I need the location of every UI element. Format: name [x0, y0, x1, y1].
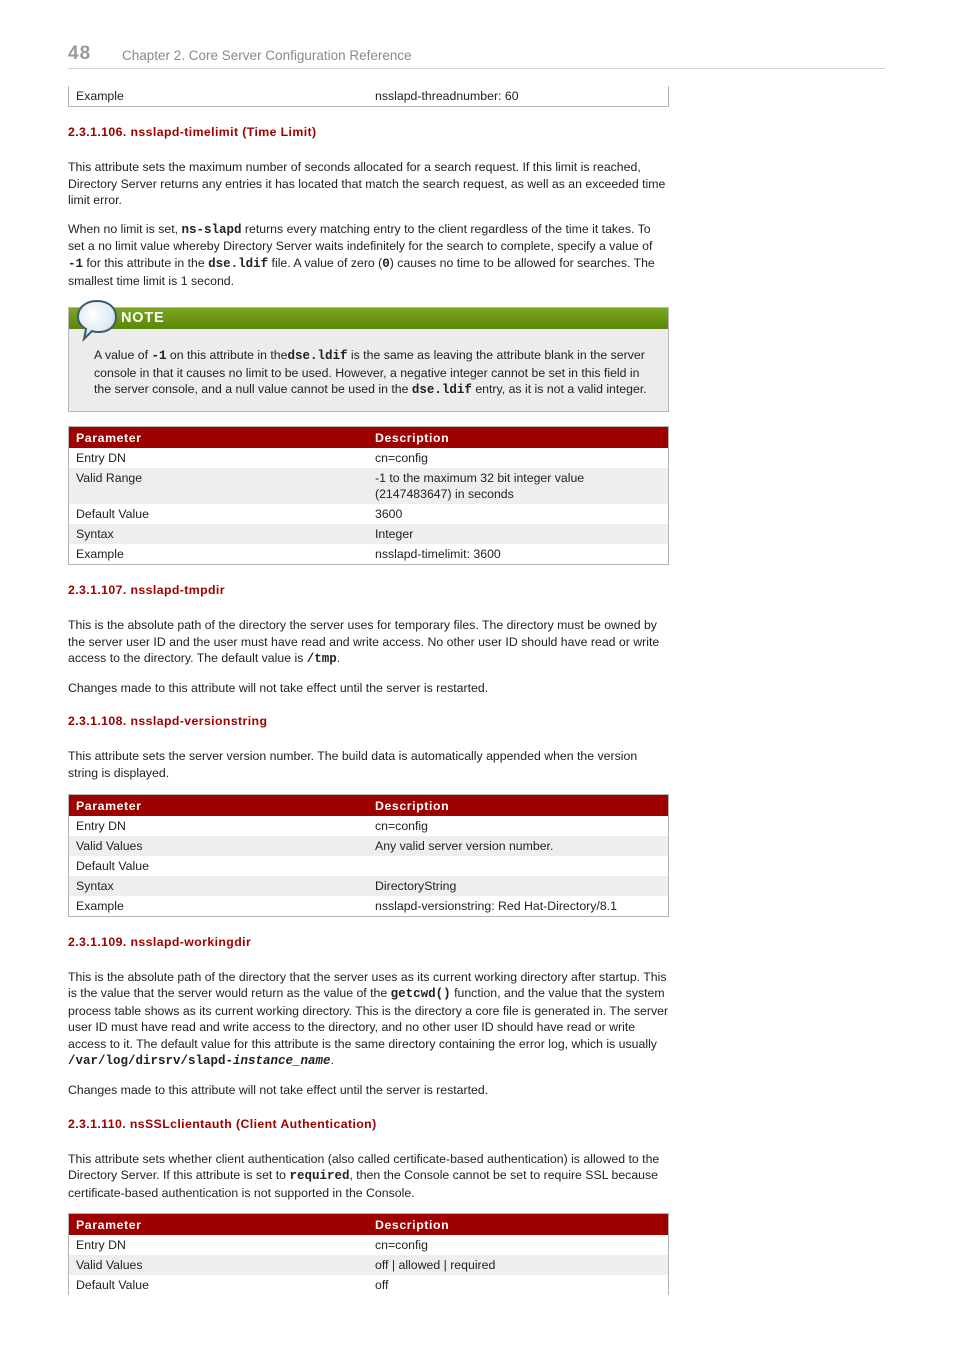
table-row [69, 1255, 669, 1275]
table-row [69, 816, 669, 836]
table-row [69, 86, 669, 107]
table-cell: Default Value [69, 856, 369, 876]
code: required [289, 1169, 350, 1184]
text: . [336, 651, 341, 666]
text: returns every matching entry to the client regardless of the time it takes. To set a no limit value whereby Directory Server waits indefinitely for the search to complete, specify a value of [68, 221, 653, 254]
table-cell: Syntax [69, 524, 369, 544]
column-header: Description [368, 1214, 669, 1236]
table-cell: off | allowed | required [368, 1255, 669, 1275]
code: 0 [382, 256, 390, 271]
code: -1 [151, 349, 167, 364]
table-row [69, 856, 669, 876]
speech-bubble-icon [75, 298, 119, 345]
table-cell: Entry DN [69, 448, 369, 468]
table-row [69, 896, 669, 917]
table-row [69, 876, 669, 896]
table-cell [368, 856, 669, 876]
text: ) causes no time to be allowed for searches. The smallest time limit is 1 second. [68, 255, 655, 288]
paragraph [68, 969, 669, 1071]
code: dse.ldif [411, 383, 472, 398]
note-header [69, 308, 668, 329]
page-content [68, 86, 669, 1295]
text: When no limit is set, [68, 221, 182, 236]
paragraph [68, 221, 669, 289]
note-title: NOTE [121, 310, 165, 327]
table-cell: Valid Range [69, 468, 369, 504]
page-number: 48 [68, 43, 92, 64]
table-cell: Syntax [69, 876, 369, 896]
timelimit-parameter-table [68, 426, 669, 565]
table-row [69, 524, 669, 544]
table-cell: cn=config [368, 448, 669, 468]
table-header-row [69, 794, 669, 816]
text: is the same as leaving the attribute blank in the server console in that it causes no limit to be used. However, a negative integer cannot be set in this field in the server console, and a null value cannot be used in the [94, 348, 645, 397]
note-box [68, 307, 669, 412]
table-header-row [69, 1214, 669, 1236]
table-cell: Example [69, 896, 369, 917]
paragraph: Changes made to this attribute will not take effect until the server is restarted. [68, 1083, 489, 1098]
section-heading-tmpdir: 2.3.1.107. nsslapd-tmpdir [68, 582, 225, 597]
table-cell: nsslapd-versionstring: Red Hat-Directory/8.1 [368, 896, 669, 917]
text: for this attribute in the [83, 255, 209, 270]
section-heading-timelimit: 2.3.1.106. nsslapd-timelimit (Time Limit) [68, 125, 317, 139]
table-row [69, 1275, 669, 1295]
table-row [69, 468, 669, 504]
text: A value of [94, 348, 152, 363]
table-cell: cn=config [368, 816, 669, 836]
section-heading-workingdir: 2.3.1.109. nsslapd-workingdir [68, 934, 252, 949]
sslclientauth-parameter-table [68, 1213, 669, 1295]
code: getcwd() [390, 987, 451, 1002]
table-header-row [69, 426, 669, 448]
paragraph [68, 1151, 669, 1202]
code: dse.ldif [208, 256, 269, 271]
table-row [69, 504, 669, 524]
table-row [69, 448, 669, 468]
text: This is the absolute path of the directory that the server uses as its current working directory after startup. This is the value that the server would return as the value of the [68, 969, 667, 1001]
table-cell: nsslapd-timelimit: 3600 [368, 544, 669, 565]
table-cell: Valid Values [69, 836, 369, 856]
table-cell: Default Value [69, 1275, 369, 1295]
column-header: Description [368, 794, 669, 816]
column-header: Parameter [69, 794, 369, 816]
text: file. A value of zero ( [268, 255, 383, 270]
table-cell: Example [69, 544, 369, 565]
text: , then the Console cannot be set to require SSL because certificate-based authentication is not supported in the Console. [68, 1168, 658, 1200]
paragraph: This attribute sets the server version number. The build data is automatically appended when the version string is displayed. [68, 749, 638, 780]
column-header: Parameter [69, 426, 369, 448]
text: entry, as it is not a valid integer. [471, 382, 647, 397]
code: dse.ldif [287, 349, 348, 364]
chapter-title: Chapter 2. Core Server Configuration Reference [122, 48, 412, 63]
table-cell: DirectoryString [368, 876, 669, 896]
table-cell: Default Value [69, 504, 369, 524]
table-cell: Any valid server version number. [368, 836, 669, 856]
versionstring-parameter-table [68, 794, 669, 917]
column-header: Parameter [69, 1214, 369, 1236]
table-row [69, 1235, 669, 1255]
note-text [69, 329, 668, 411]
paragraph: Changes made to this attribute will not take effect until the server is restarted. [68, 680, 489, 695]
table-cell: Integer [368, 524, 669, 544]
code: -1 [68, 256, 84, 271]
table-cell: Entry DN [69, 1235, 369, 1255]
table-cell: cn=config [368, 1235, 669, 1255]
text: function, and the value that the system process table shows as its current working directory. This is the directory a core file is generated in. The server user ID must have read and write access to the directory, and no other user ID should have read or write access to it. The default value for this attribute is the same directory containing the error log, which is usually [68, 986, 669, 1051]
text: on this attribute in the [166, 348, 288, 363]
text: This attribute sets whether client authentication (also called certificate-based authentication) is allowed to the Directory Server. If this attribute is set to [68, 1151, 660, 1183]
table-row [69, 544, 669, 565]
table-cell: -1 to the maximum 32 bit integer value (2147483647) in seconds [368, 468, 669, 504]
page-header [68, 40, 885, 69]
text: . [330, 1053, 334, 1068]
text: This is the absolute path of the directory the server uses for temporary files. The directory must be owned by the server user ID and the user must have read and write access. No other user ID should have read or write access to the directory. The default value is [68, 617, 660, 666]
table-cell: Valid Values [69, 1255, 369, 1275]
section-heading-versionstring: 2.3.1.108. nsslapd-versionstring [68, 714, 268, 729]
paragraph [68, 617, 669, 668]
code: ns-slapd [181, 222, 242, 237]
paragraph: This attribute sets the maximum number of seconds allocated for a search request. If this limit is reached, Directory Server returns any entries it has located that match the search request, as well as an exceeded time limit error. [68, 160, 666, 208]
code: /var/log/dirsrv/slapd- [68, 1054, 234, 1069]
column-header: Description [368, 426, 669, 448]
table-cell: nsslapd-threadnumber: 60 [368, 86, 669, 107]
table-cell: Entry DN [69, 816, 369, 836]
table-cell: off [368, 1275, 669, 1295]
code: instance_name [233, 1054, 331, 1069]
table-cell: Example [69, 86, 369, 107]
threadnumber-table-fragment [68, 86, 669, 107]
table-row [69, 836, 669, 856]
section-heading-sslclientauth: 2.3.1.110. nsSSLclientauth (Client Authentication) [68, 1116, 377, 1131]
code: /tmp [306, 652, 337, 667]
table-cell: 3600 [368, 504, 669, 524]
